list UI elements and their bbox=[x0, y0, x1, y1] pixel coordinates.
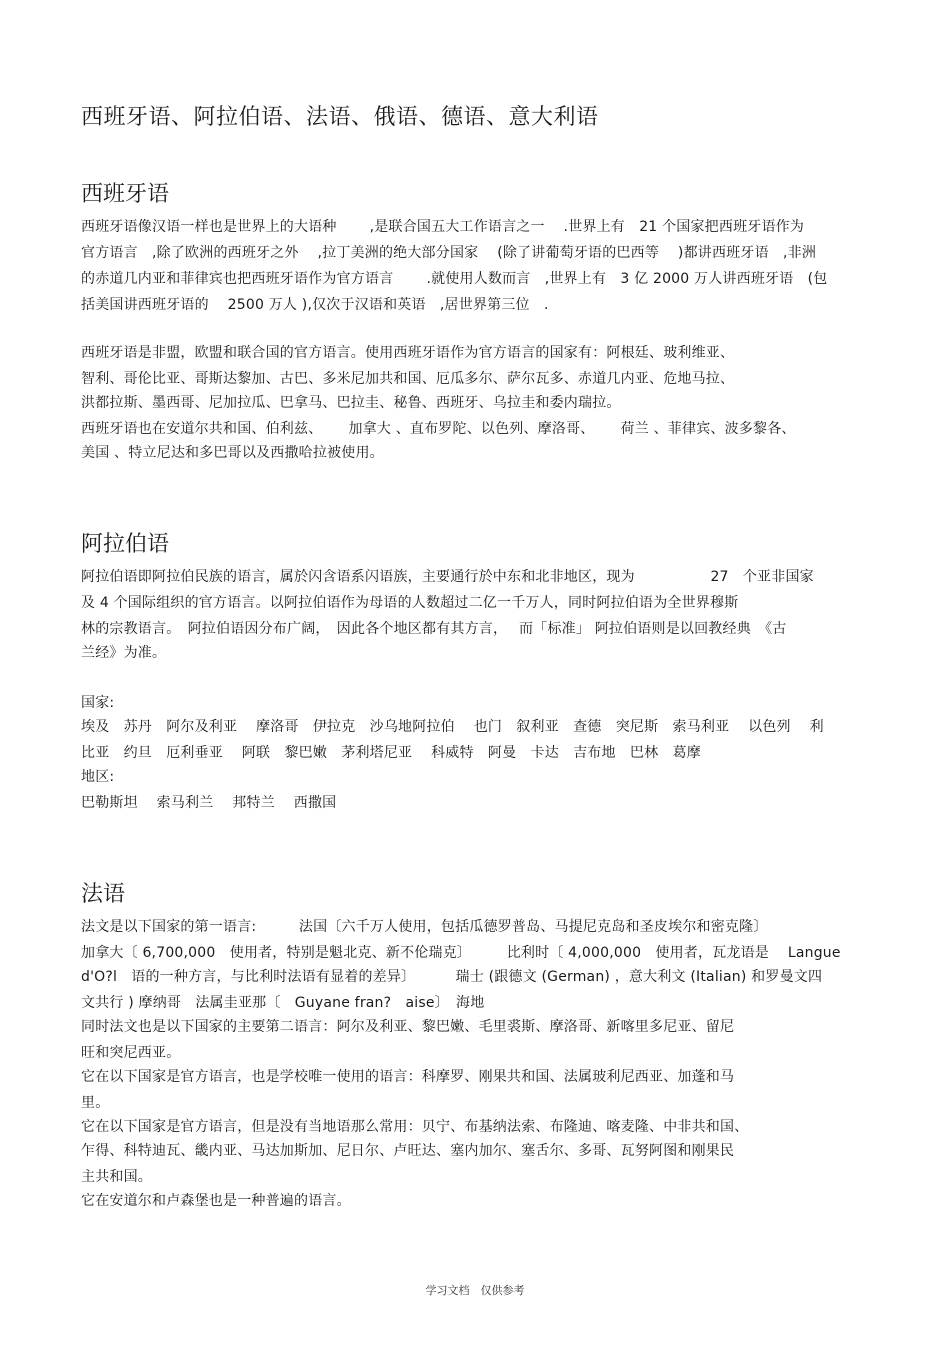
section-heading-spanish: 西班牙语 bbox=[81, 182, 170, 207]
spanish-line-6: 智利、哥伦比亚、哥斯达黎加、古巴、多米尼加共和国、厄瓜多尔、萨尔瓦多、赤道几内亚、危地马拉、 bbox=[81, 371, 735, 387]
french-line-3: d'O?l 语的一种方言，与比利时法语有显着的差异〕 瑞士 (跟德文 (German) ，意大利文 (Italian) 和罗曼文四 bbox=[81, 969, 823, 985]
section-heading-french: 法语 bbox=[81, 882, 126, 907]
spanish-line-8: 西班牙语也在安道尔共和国、伯利兹、 加拿大 、直布罗陀、以色列、摩洛哥、 荷兰 、菲律宾、波多黎各、 bbox=[81, 421, 796, 437]
spanish-line-7: 洪都拉斯、墨西哥、尼加拉瓜、巴拿马、巴拉圭、秘鲁、西班牙、乌拉圭和委内瑞拉。 bbox=[81, 395, 621, 411]
french-line-4: 文共行 ) 摩纳哥 法属圭亚那〔 Guyane fran? aise〕 海地 bbox=[81, 995, 485, 1011]
french-line-11: 主共和国。 bbox=[81, 1169, 152, 1185]
french-line-1: 法文是以下国家的第一语言: 法国〔六千万人使用，包括瓜德罗普岛、马提尼克岛和圣皮埃尔和密克隆〕 bbox=[81, 919, 768, 935]
arabic-line-1: 阿拉伯语即阿拉伯民族的语言，属於闪含语系闪语族，主要通行於中东和北非地区，现为 27 个亚非国家 bbox=[81, 569, 814, 585]
spanish-line-4: 括美国讲西班牙语的 2500 万人 ),仅次于汉语和英语 ,居世界第三位 . bbox=[81, 297, 549, 313]
french-line-10: 乍得、科特迪瓦、畿内亚、马达加斯加、尼日尔、卢旺达、塞内加尔、塞舌尔、多哥、瓦努阿图和刚果民 bbox=[81, 1143, 735, 1159]
spanish-line-2: 官方语言 ,除了欧洲的西班牙之外 ,拉丁美洲的绝大部分国家 (除了讲葡萄牙语的巴西等 )都讲西班牙语 ,非洲 bbox=[81, 245, 817, 261]
page-footer: 学习文档 仅供参考 bbox=[425, 1284, 525, 1297]
arabic-line-countries-1: 埃及 苏丹 阿尔及利亚 摩洛哥 伊拉克 沙乌地阿拉伯 也门 叙利亚 查德 突尼斯 索马利亚 以色列 利 bbox=[81, 719, 824, 735]
arabic-regions-label: 地区: bbox=[81, 769, 115, 785]
french-line-9: 它在以下国家是官方语言，但是没有当地语那么常用：贝宁、布基纳法索、布隆迪、喀麦隆、中非共和国、 bbox=[81, 1119, 749, 1135]
spanish-line-1: 西班牙语像汉语一样也是世界上的大语种 ,是联合国五大工作语言之一 .世界上有 21 个国家把西班牙语作为 bbox=[81, 219, 805, 235]
spanish-line-3: 的赤道几内亚和菲律宾也把西班牙语作为官方语言 .就使用人数而言 ,世界上有 3 亿 2000 万人讲西班牙语 (包 bbox=[81, 271, 828, 287]
french-line-6: 旺和突尼西亚。 bbox=[81, 1045, 181, 1061]
arabic-line-2: 及 4 个国际组织的官方语言。以阿拉伯语作为母语的人数超过二亿一千万人，同时阿拉伯语为全世界穆斯 bbox=[81, 595, 739, 611]
section-heading-arabic: 阿拉伯语 bbox=[81, 532, 170, 557]
arabic-line-countries-2: 比亚 约旦 厄利垂亚 阿联 黎巴嫩 茅利塔尼亚 科威特 阿曼 卡达 吉布地 巴林 葛摩 bbox=[81, 745, 701, 761]
arabic-line-3: 林的宗教语言。 阿拉伯语因分布广阔， 因此各个地区都有其方言， 而「标准」 阿拉伯语则是以回教经典 《古 bbox=[81, 621, 787, 637]
spanish-line-9: 美国 、特立尼达和多巴哥以及西撒哈拉被使用。 bbox=[81, 445, 384, 461]
french-line-2: 加拿大〔 6,700,000 使用者，特别是魁北克、新不伦瑞克〕 比利时〔 4,000,000 使用者，瓦龙语是 Langue bbox=[81, 945, 841, 961]
french-line-7: 它在以下国家是官方语言，也是学校唯一使用的语言：科摩罗、刚果共和国、法属玻利尼西亚、加蓬和马 bbox=[81, 1069, 735, 1085]
spanish-line-5: 西班牙语是非盟，欧盟和联合国的官方语言。使用西班牙语作为官方语言的国家有：阿根廷、玻利维亚、 bbox=[81, 345, 735, 361]
french-line-5: 同时法文也是以下国家的主要第二语言：阿尔及利亚、黎巴嫩、毛里裘斯、摩洛哥、新喀里多尼亚、留尼 bbox=[81, 1019, 735, 1035]
french-line-12: 它在安道尔和卢森堡也是一种普遍的语言。 bbox=[81, 1193, 351, 1209]
arabic-line-4: 兰经》为准。 bbox=[81, 645, 167, 661]
arabic-line-regions: 巴勒斯坦 索马利兰 邦特兰 西撒国 bbox=[81, 795, 337, 811]
arabic-countries-label: 国家: bbox=[81, 695, 115, 711]
document-title: 西班牙语、阿拉伯语、法语、俄语、德语、意大利语 bbox=[81, 105, 599, 130]
french-line-8: 里。 bbox=[81, 1095, 110, 1111]
